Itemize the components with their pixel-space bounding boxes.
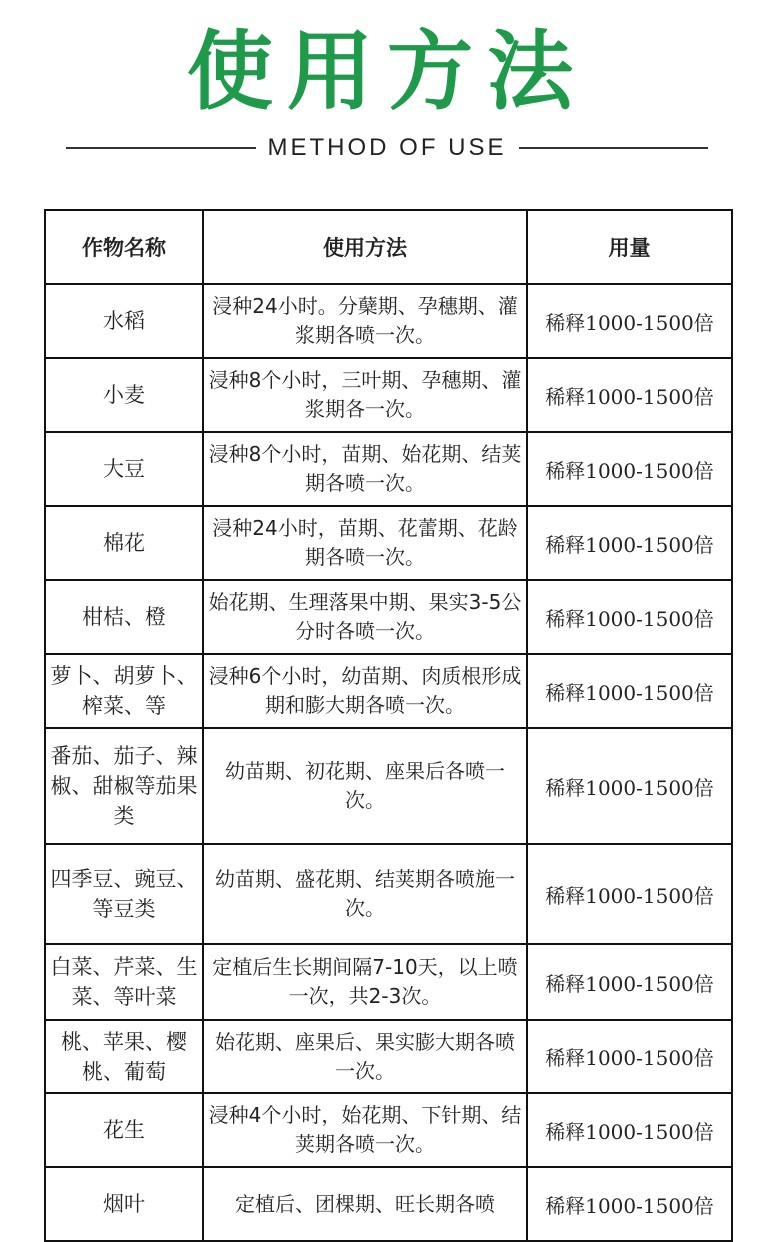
divider-right (519, 147, 709, 149)
crop-cell: 烟叶 (45, 1167, 203, 1241)
column-header-method: 使用方法 (203, 210, 527, 284)
crop-cell: 桃、苹果、樱桃、葡萄 (45, 1020, 203, 1093)
page-subtitle: METHOD OF USE (267, 134, 507, 161)
crop-cell: 四季豆、豌豆、等豆类 (45, 844, 203, 944)
subtitle-row (66, 132, 708, 164)
crop-cell: 水稻 (45, 284, 203, 358)
dose-cell: 稀释1000-1500倍 (527, 654, 732, 728)
crop-cell: 萝卜、胡萝卜、榨菜、等 (45, 654, 203, 728)
crop-cell: 番茄、茄子、辣椒、甜椒等茄果类 (45, 728, 203, 844)
method-cell: 定植后、团棵期、旺长期各喷 (203, 1167, 527, 1241)
dose-cell: 稀释1000-1500倍 (527, 358, 732, 432)
table-row (45, 580, 732, 654)
table-header-row (45, 210, 732, 284)
dose-cell: 稀释1000-1500倍 (527, 284, 732, 358)
table-row (45, 1020, 732, 1093)
column-header-crop: 作物名称 (45, 210, 203, 284)
crop-cell: 小麦 (45, 358, 203, 432)
method-cell: 浸种24小时。分蘖期、孕穗期、灌浆期各喷一次。 (203, 284, 527, 358)
dose-cell: 稀释1000-1500倍 (527, 844, 732, 944)
method-cell: 定植后生长期间隔7-10天，以上喷一次，共2-3次。 (203, 944, 527, 1020)
method-cell: 浸种8个小时，苗期、始花期、结荚期各喷一次。 (203, 432, 527, 506)
column-header-dose: 用量 (527, 210, 732, 284)
dose-cell: 稀释1000-1500倍 (527, 506, 732, 580)
table-row (45, 358, 732, 432)
method-cell: 浸种4个小时，始花期、下针期、结荚期各喷一次。 (203, 1093, 527, 1167)
table-row (45, 284, 732, 358)
method-cell: 浸种6个小时，幼苗期、肉质根形成期和膨大期各喷一次。 (203, 654, 527, 728)
method-cell: 始花期、座果后、果实膨大期各喷一次。 (203, 1020, 527, 1093)
table-row (45, 506, 732, 580)
divider-left (66, 147, 256, 149)
crop-cell: 柑桔、橙 (45, 580, 203, 654)
method-cell: 幼苗期、初花期、座果后各喷一次。 (203, 728, 527, 844)
dose-cell: 稀释1000-1500倍 (527, 728, 732, 844)
crop-cell: 白菜、芹菜、生菜、等叶菜 (45, 944, 203, 1020)
table-row (45, 844, 732, 944)
table-row (45, 1167, 732, 1241)
table-row (45, 654, 732, 728)
dose-cell: 稀释1000-1500倍 (527, 580, 732, 654)
method-cell: 浸种8个小时，三叶期、孕穗期、灌浆期各一次。 (203, 358, 527, 432)
dose-cell: 稀释1000-1500倍 (527, 944, 732, 1020)
page-title: 使用方法 (187, 22, 587, 122)
crop-cell: 大豆 (45, 432, 203, 506)
dose-cell: 稀释1000-1500倍 (527, 1020, 732, 1093)
dose-cell: 稀释1000-1500倍 (527, 1093, 732, 1167)
table-row (45, 1093, 732, 1167)
method-cell: 始花期、生理落果中期、果实3-5公分时各喷一次。 (203, 580, 527, 654)
dose-cell: 稀释1000-1500倍 (527, 432, 732, 506)
dose-cell: 稀释1000-1500倍 (527, 1167, 732, 1241)
table-row (45, 944, 732, 1020)
method-cell: 浸种24小时，苗期、花蕾期、花龄期各喷一次。 (203, 506, 527, 580)
crop-cell: 花生 (45, 1093, 203, 1167)
method-cell: 幼苗期、盛花期、结荚期各喷施一次。 (203, 844, 527, 944)
usage-table (44, 209, 733, 1242)
table-row (45, 432, 732, 506)
crop-cell: 棉花 (45, 506, 203, 580)
table-row (45, 728, 732, 844)
